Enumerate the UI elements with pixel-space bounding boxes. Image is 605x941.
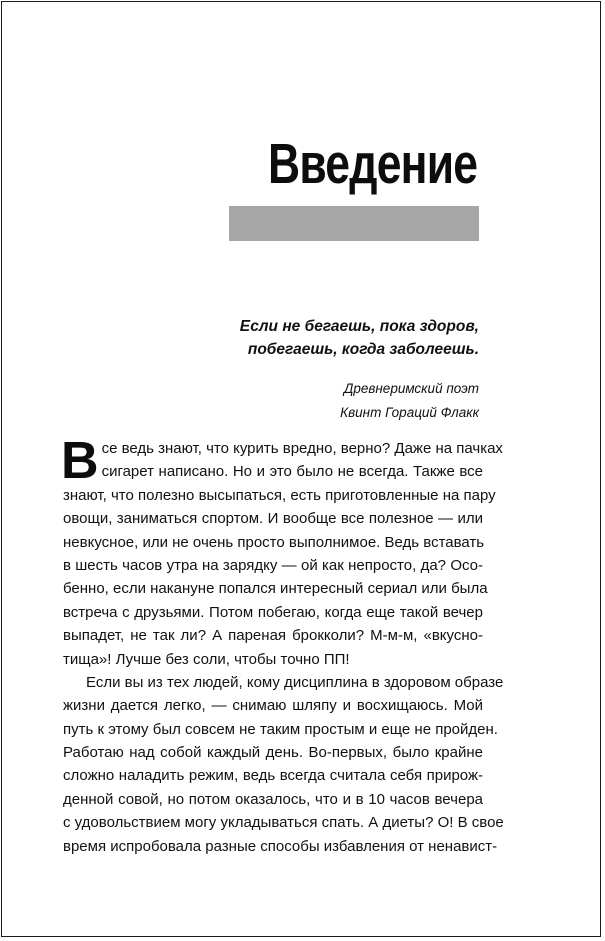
text-line: встреча с друзьями. Потом побегаю, когда еще такой вечер [63, 603, 483, 621]
text-line: денной совой, но потом оказалось, что и в 10 часов вечера [63, 790, 483, 808]
text-line: знают, что полезно высыпаться, есть приготовленные на пару [63, 486, 496, 504]
text-line: Работаю над собой каждый день. Во-первых, было крайне [63, 744, 483, 762]
text-line: тища»! Лучше без соли, чтобы точно ПП! [63, 650, 350, 668]
text-line: выпадет, не так ли? А пареная брокколи? М-м-м, «вкусно- [63, 627, 483, 645]
attribution-role: Древнеримский поэт [343, 381, 479, 396]
text-line: в шесть часов утра на зарядку — ой как непросто, да? Осо- [63, 556, 483, 574]
text-line: с удовольствием могу укладываться спать. А диеты? О! В свое [63, 814, 504, 832]
text-line: овощи, заниматься спортом. И вообще все полезное — или [63, 510, 483, 528]
epigraph-attribution [119, 377, 479, 425]
text-line: се ведь знают, что курить вредно, верно? Даже на пачках [101, 440, 503, 457]
attribution-author: Квинт Гораций Флакк [340, 405, 479, 420]
text-line: бенно, если накануне попался интересный сериал или была [63, 580, 488, 598]
text-line: путь к этому был совсем не таким простым и еще не пройден. [63, 720, 498, 738]
paragraph-1 [61, 432, 503, 671]
chapter-title: Введение [267, 132, 477, 196]
text-line: жизни дается легко, — снимаю шляпу и восхищаюсь. Мой [63, 697, 483, 715]
title-underline-bar [229, 206, 479, 241]
paragraph-2 [63, 671, 504, 858]
epigraph-line: Если не бегаешь, пока здоров, [239, 318, 479, 335]
epigraph [119, 315, 479, 361]
text-line: Если вы из тех людей, кому дисциплина в здоровом образе [86, 673, 504, 691]
text-line: сигарет написано. Но и это было не всегда. Также все [101, 463, 483, 481]
drop-cap: В [61, 432, 99, 490]
text-line: сложно наладить режим, ведь всегда считала себя прирож- [63, 767, 483, 785]
body-text [61, 432, 504, 858]
epigraph-line: побегаешь, когда заболеешь. [247, 341, 479, 358]
text-line: время испробовала разные способы избавления от ненавист- [63, 837, 498, 855]
text-line: невкусное, или не очень просто выполнимое. Ведь вставать [63, 533, 485, 551]
